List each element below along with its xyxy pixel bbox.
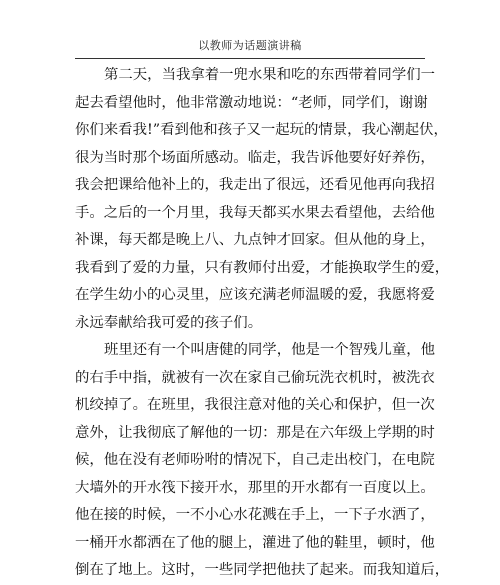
paragraph-2-line: 班里还有一个叫唐健的同学，他是一个智残儿童，他 [104, 342, 435, 358]
paragraph-2-line: 意外，让我彻底了解他的一切：那是在六年级上学期的时 [75, 424, 435, 441]
paragraph-2-line: 倒在了地上。这时，一些同学把他扶了起来。而我知道后， [75, 562, 450, 578]
paragraph-1-line: 我会把课给他补上的，我走出了很远，还看见他再向我招 [75, 177, 435, 193]
paragraph-1-line: 起去看望他时，他非常激动地说：“老师，同学们，谢谢 [75, 94, 428, 111]
paragraph-1-line: 你们来看我!”看到他和孩子又一起玩的情景，我心潮起伏， [75, 122, 448, 138]
header-divider [75, 58, 425, 59]
document-body [75, 62, 450, 585]
paragraph-2-line: 的右手中指，就被有一次在家自己偷玩洗衣机时，被洗衣 [75, 369, 435, 386]
paragraph-2-line: 一桶开水都洒在了他的腿上，灌进了他的鞋里，顿时，他 [75, 534, 435, 551]
paragraph-1-line: 在学生幼小的心灵里，应该充满老师温暖的爱，我愿将爱 [75, 287, 435, 303]
paragraph-2-line: 候，他在没有老师吩咐的情况下，自己走出校门，在电院 [75, 452, 435, 468]
paragraph-1-line: 永远奉献给我可爱的孩子们。 [75, 314, 263, 331]
paragraph-2-line: 大墙外的开水筏下接开水，那里的开水都有一百度以上。 [75, 479, 435, 496]
paragraph-1-line: 我看到了爱的力量，只有教师付出爱，才能换取学生的爱， [75, 259, 450, 276]
paragraph-2-line: 机绞掉了。在班里，我很注意对他的关心和保护，但一次 [75, 397, 435, 413]
page-header-title: 以教师为话题演讲稿 [198, 39, 302, 52]
paragraph-1-line: 很为当时那个场面所感动。临走，我告诉他要好好养伤， [75, 149, 435, 166]
paragraph-1-line: 第二天，当我拿着一兜水果和吃的东西带着同学们一 [104, 67, 435, 83]
paragraph-2-line: 他在接的时候，一不小心水花溅在手上，一下子水洒了， [75, 507, 435, 523]
paragraph-1-line: 手。之后的一个月里，我每天都买水果去看望他，去给他 [75, 204, 435, 221]
paragraph-1-line: 补课，每天都是晚上八、九点钟才回家。但从他的身上， [75, 232, 435, 248]
